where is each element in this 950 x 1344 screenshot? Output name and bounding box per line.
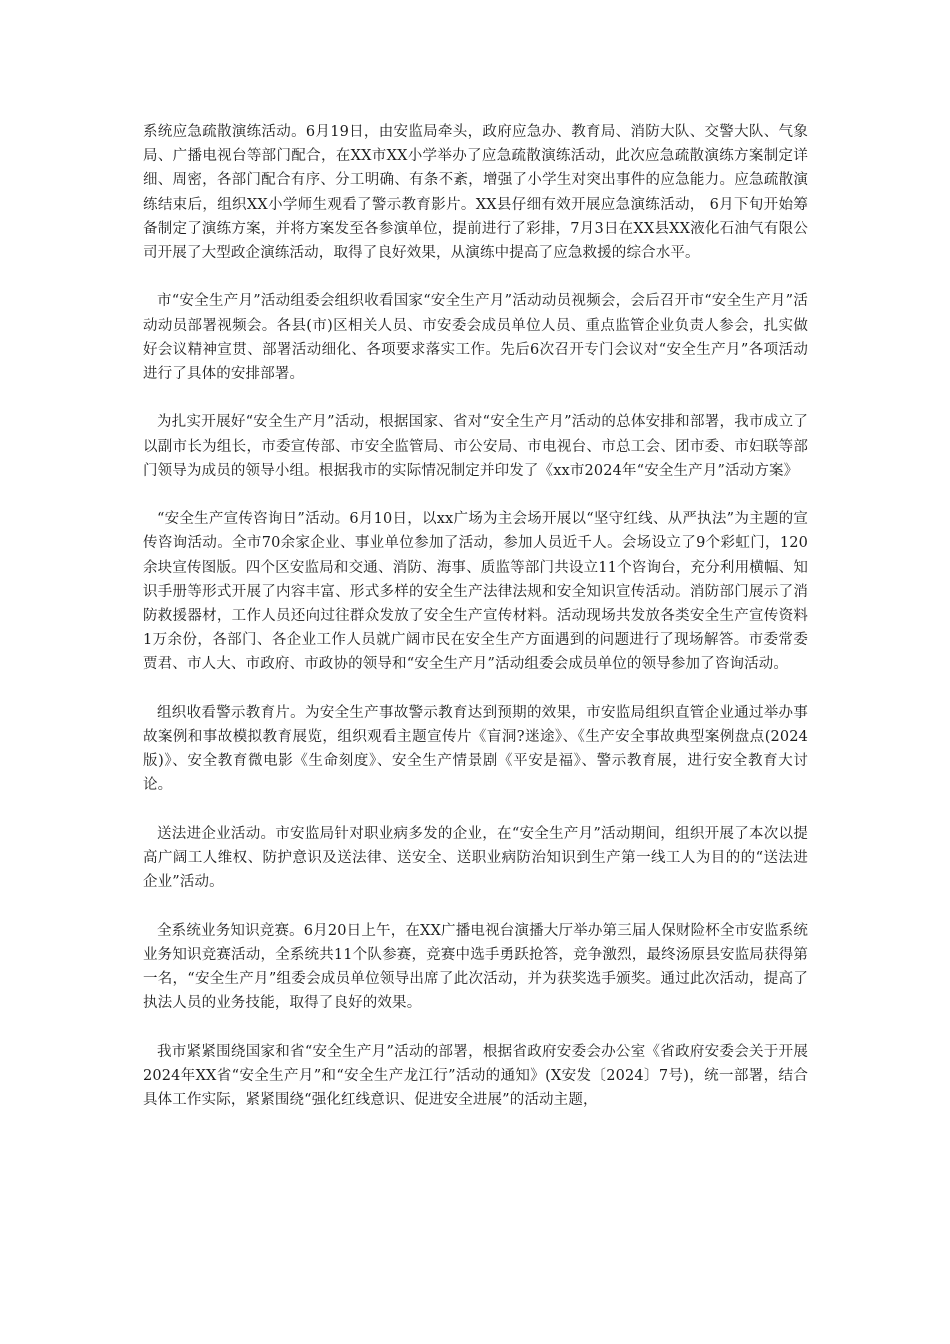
paragraph-knowledge-contest: 全系统业务知识竞赛。6月20日上午，在XX广播电视台演播大厅举办第三届人保财险杯全市安监系统业务知识竞赛活动，全系统共11个队参赛，竞赛中选手勇跃抢答，竞争激烈，最终汤原县安监局获得第一名，“安全生产月”组委会成员单位领导出席了此次活动，并为获奖选手颁奖。通过此次活动，提高了执法人员的业务技能，取得了良好的效果。 [143,922,808,1012]
paragraph-leading-group: 为扎实开展好“安全生产月”活动，根据国家、省对“安全生产月”活动的总体安排和部署，我市成立了以副市长为组长，市委宣传部、市安全监管局、市公安局、市电视台、市总工会、团市委、市妇联等部门领导为成员的领导小组。根据我市的实际情况制定并印发了《xx市2024年“安全生产月”活动方案》 [143,414,808,479]
paragraph-warning-education: 组织收看警示教育片。为安全生产事故警示教育达到预期的效果，市安监局组织直管企业通过举办事故案例和事故模拟教育展览，组织观看主题宣传片《盲洞?迷途》、《生产安全事故典型案例盘点(2024版)》、安全教育微电影《生命刻度》、安全生产情景剧《平安是福》、警示教育展，进行安全教育大讨论。 [143,704,808,794]
document-body [143,120,808,1136]
paragraph-consultation-day: “安全生产宣传咨询日”活动。6月10日，以xx广场为主会场开展以“坚守红线、从严执法”为主题的宣传咨询活动。全市70余家企业、事业单位参加了活动，参加人员近千人。会场设立了9个彩虹门，120余块宣传图版。四个区安监局和交通、消防、海事、质监等部门共设立11个咨询台，充分利用横幅、知识手册等形式开展了内容丰富、形式多样的安全生产法律法规和安全知识宣传活动。消防部门展示了消防救援器材，工作人员还向过往群众发放了安全生产宣传材料。活动现场共发放各类安全生产宣传资料1万余份，各部门、各企业工作人员就广阔市民在安全生产方面遇到的问题进行了现场解答。市委常委贾君、市人大、市政府、市政协的领导和“安全生产月”活动组委会成员单位的领导参加了咨询活动。 [143,511,808,673]
paragraph-mobilization-meeting: 市“安全生产月”活动组委会组织收看国家“安全生产月”活动动员视频会，会后召开市“安全生产月”活动动员部署视频会。各县(市)区相关人员、市安委会成员单位人员、重点监管企业负责人参会，扎实做好会议精神宣贯、部署活动细化、各项要求落实工作。先后6次召开专门会议对“安全生产月”各项活动进行了具体的安排部署。 [143,293,808,383]
paragraph-city-deployment: 我市紧紧围绕国家和省“安全生产月”活动的部署，根据省政府安委会办公室《省政府安委会关于开展2024年XX省“安全生产月”和“安全生产龙江行”活动的通知》(X安发〔2024〕7号)，统一部署，结合具体工作实际，紧紧围绕“强化红线意识、促进安全进展”的活动主题， [143,1043,808,1109]
paragraph-law-to-enterprises: 送法进企业活动。市安监局针对职业病多发的企业，在“安全生产月”活动期间，组织开展了本次以提高广阔工人维权、防护意识及送法律、送安全、送职业病防治知识到生产第一线工人为目的的“送法进企业”活动。 [143,825,808,891]
paragraph-emergency-drill: 系统应急疏散演练活动。6月19日，由安监局牵头，政府应急办、教育局、消防大队、交警大队、气象局、广播电视台等部门配合，在XX市XX小学举办了应急疏散演练活动，此次应急疏散演练方案制定详细、周密，各部门配合有序、分工明确、有条不紊，增强了小学生对突出事件的应急能力。应急疏散演练结束后，组织XX小学师生观看了警示教育影片。XX县仔细有效开展应急演练活动， 6月下旬开始筹备制定了演练方案，并将方案发至各参演单位，提前进行了彩排，7月3日在XX县XX液化石油气有限公司开展了大型政企演练活动，取得了良好效果，从演练中提高了应急救援的综合水平。 [143,124,808,262]
